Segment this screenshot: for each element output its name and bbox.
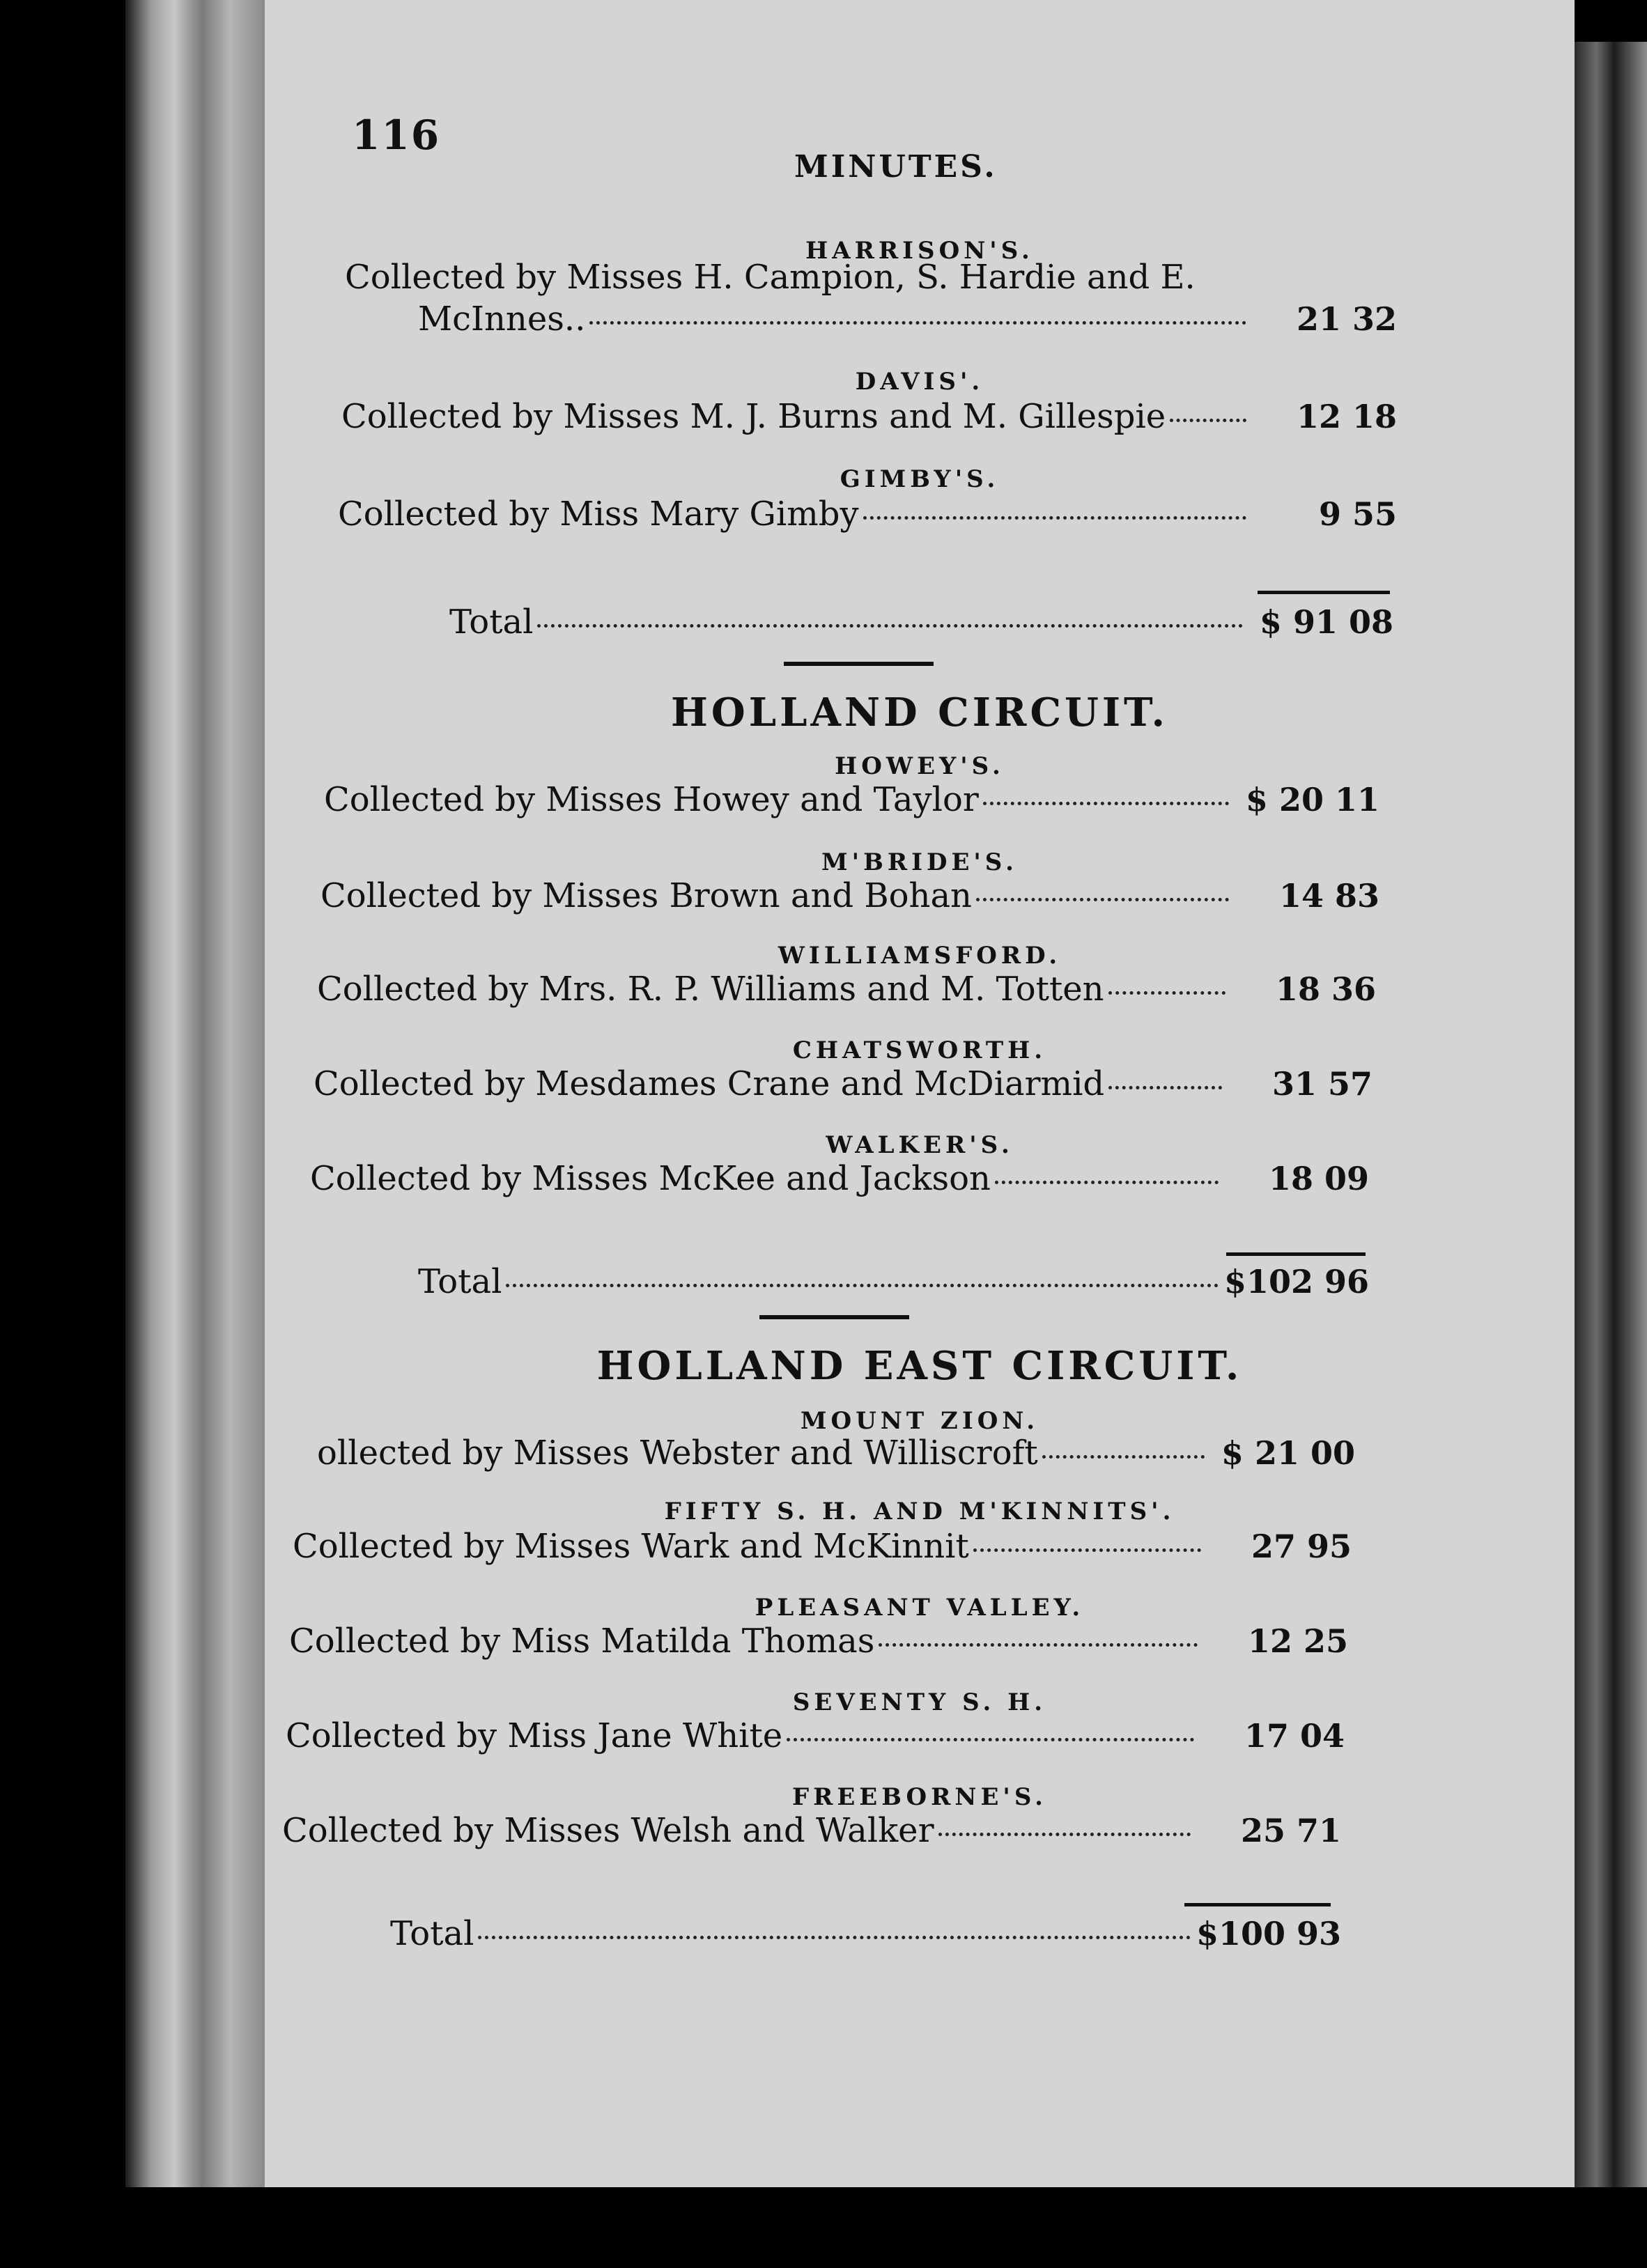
- amount: 18 09: [1268, 1160, 1369, 1197]
- collection-line: [345, 258, 1390, 297]
- total-label: Total: [390, 1914, 474, 1953]
- collection-text: Collected by Misses Welsh and Walker: [282, 1811, 934, 1850]
- collection-text: Collected by Mrs. R. P. Williams and M. Totten: [317, 970, 1104, 1009]
- amount: 21 32: [1296, 300, 1397, 338]
- total-line: [449, 603, 1393, 642]
- amount: 12 25: [1247, 1622, 1348, 1660]
- location-heading: HARRISON'S.: [805, 237, 1034, 265]
- dot-leader: [995, 1181, 1219, 1184]
- collection-text: Collected by Misses Wark and McKinnit: [293, 1527, 969, 1566]
- page-number: 116: [352, 111, 441, 159]
- dot-leader: [589, 321, 1246, 325]
- location-heading: CHATSWORTH.: [792, 1036, 1047, 1064]
- location-heading: PLEASANT VALLEY.: [755, 1594, 1085, 1622]
- dot-leader: [787, 1738, 1194, 1741]
- collection-text: Collected by Misses Howey and Taylor: [324, 780, 979, 819]
- collection-line: [418, 300, 1397, 339]
- location-heading: WALKER'S.: [826, 1131, 1014, 1159]
- sum-rule: [1258, 591, 1390, 594]
- collection-text-continued: McInnes..: [418, 300, 586, 339]
- total-amount: $102 96: [1223, 1263, 1369, 1300]
- amount: 25 71: [1240, 1812, 1341, 1849]
- dot-leader: [478, 1936, 1191, 1939]
- location-heading: DAVIS'.: [855, 368, 984, 396]
- collection-text: Collected by Mesdames Crane and McDiarmid: [314, 1064, 1105, 1103]
- dot-leader: [1108, 991, 1225, 995]
- collection-line: [282, 1811, 1341, 1850]
- section-separator: [759, 1315, 909, 1319]
- collection-line: [341, 397, 1397, 436]
- collection-text: Collected by Miss Jane White: [286, 1716, 783, 1755]
- amount: 12 18: [1296, 398, 1397, 435]
- collection-line: [317, 1434, 1355, 1473]
- total-line: [390, 1914, 1341, 1953]
- dot-leader: [1170, 419, 1246, 422]
- collection-text: Collected by Misses Brown and Bohan: [320, 876, 972, 915]
- collection-line: [286, 1716, 1345, 1755]
- amount: 31 57: [1271, 1065, 1372, 1103]
- total-label: Total: [418, 1262, 502, 1301]
- location-heading: WILLIAMSFORD.: [778, 942, 1062, 970]
- dot-leader: [879, 1643, 1198, 1647]
- collection-text: Collected by Misses H. Campion, S. Hardie and E.: [345, 258, 1196, 297]
- collection-text: Collected by Misses McKee and Jackson: [310, 1159, 991, 1198]
- amount: 14 83: [1278, 877, 1379, 915]
- collection-text: ollected by Misses Webster and Williscroft: [317, 1434, 1038, 1473]
- collection-line: [320, 876, 1379, 915]
- location-heading: FIFTY S. H. AND M'KINNITS'.: [664, 1498, 1175, 1525]
- circuit-title: HOLLAND CIRCUIT.: [671, 690, 1168, 736]
- dot-leader: [973, 1548, 1201, 1552]
- location-heading: MOUNT ZION.: [800, 1407, 1039, 1435]
- location-heading: FREEBORNE'S.: [791, 1783, 1048, 1811]
- collection-line: [314, 1064, 1372, 1103]
- section-separator: [784, 662, 934, 666]
- collection-line: [317, 970, 1376, 1009]
- page-edge: [1575, 42, 1647, 2187]
- total-label: Total: [449, 603, 534, 642]
- circuit-title: HOLLAND EAST CIRCUIT.: [596, 1343, 1243, 1389]
- dot-leader: [976, 898, 1229, 901]
- dot-leader: [1042, 1455, 1205, 1459]
- sum-rule: [1184, 1903, 1331, 1906]
- book-spine: [125, 0, 265, 2268]
- amount: $ 20 11: [1245, 781, 1379, 818]
- dot-leader: [938, 1833, 1191, 1836]
- location-heading: M'BRIDE'S.: [821, 848, 1018, 876]
- collection-text: Collected by Miss Matilda Thomas: [289, 1622, 875, 1661]
- total-line: [418, 1262, 1369, 1301]
- amount: $ 21 00: [1221, 1434, 1355, 1472]
- dot-leader: [506, 1284, 1219, 1287]
- amount: 9 55: [1318, 495, 1397, 533]
- location-heading: HOWEY'S.: [835, 752, 1005, 780]
- collection-line: [310, 1159, 1369, 1198]
- collection-line: [289, 1622, 1348, 1661]
- amount: 17 04: [1244, 1717, 1345, 1755]
- amount: 18 36: [1275, 970, 1376, 1008]
- collection-line: [293, 1527, 1352, 1566]
- collection-text: Collected by Misses M. J. Burns and M. Gillespie: [341, 397, 1166, 436]
- amount: 27 95: [1251, 1528, 1352, 1565]
- collection-text: Collected by Miss Mary Gimby: [338, 495, 859, 534]
- dot-leader: [1108, 1086, 1222, 1089]
- running-title: MINUTES.: [794, 149, 998, 185]
- collection-line: [324, 780, 1379, 819]
- total-amount: $ 91 08: [1259, 603, 1393, 641]
- total-amount: $100 93: [1196, 1915, 1341, 1952]
- location-heading: SEVENTY S. H.: [792, 1688, 1047, 1716]
- dot-leader: [983, 802, 1229, 805]
- dot-leader: [863, 516, 1246, 520]
- location-heading: GIMBY'S.: [840, 465, 1000, 493]
- sum-rule: [1226, 1252, 1366, 1256]
- collection-line: [338, 495, 1397, 534]
- dot-leader: [537, 624, 1243, 628]
- scan-border: [0, 2187, 1647, 2268]
